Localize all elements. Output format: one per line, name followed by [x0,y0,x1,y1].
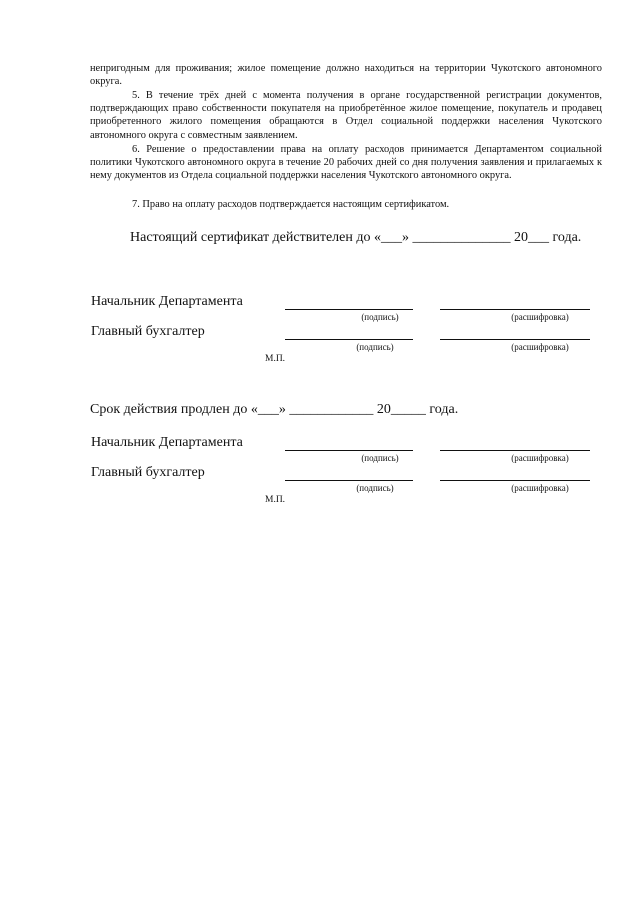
paragraph-5: 5. В течение трёх дней с момента получения в органе государственной регистрации документов, подтверждающих право собственности покупателя на приобретённое жилое помещение, покупатель и продавец приобретенного жилого помещения обращаются в Отдел социальной поддержки населения Чукотского автономного округа с совместным заявлением. [90,90,602,141]
accountant-signature-caption-2: (подпись) [356,483,394,493]
head-of-department-label: Начальник Департамента [91,294,243,309]
head-of-department-label-2: Начальник Департамента [91,435,243,450]
head-signature-line-2 [285,450,413,451]
extension-statement: Срок действия продлен до «___» ____________ 20_____ года. [90,402,459,417]
accountant-signature-line-2 [285,480,413,481]
head-signature-caption-2: (подпись) [361,453,399,463]
accountant-decoding-line-2 [440,480,590,481]
chief-accountant-label-2: Главный бухгалтер [91,465,205,480]
paragraph-6: 6. Решение о предоставлении права на оплату расходов принимается Департаментом социальной политики Чукотского автономного округа в течение 20 рабочих дней со дня получения заявления и прилагаемых к нему документов из Отдела социальной поддержки населения Чукотского автономного округа. [90,144,602,182]
accountant-signature-line [285,339,413,340]
head-decoding-caption: (расшифровка) [511,312,569,322]
accountant-decoding-caption: (расшифровка) [511,342,569,352]
head-decoding-caption-2: (расшифровка) [511,453,569,463]
head-decoding-line [440,309,590,310]
accountant-signature-caption: (подпись) [356,342,394,352]
validity-statement: Настоящий сертификат действителен до «___» ______________ 20___ года. [130,230,582,245]
head-signature-caption: (подпись) [361,312,399,322]
seal-placeholder: М.П. [265,354,286,364]
accountant-decoding-line [440,339,590,340]
paragraph-7: 7. Право на оплату расходов подтверждается настоящим сертификатом. [132,199,450,210]
seal-placeholder-2: М.П. [265,495,286,505]
accountant-decoding-caption-2: (расшифровка) [511,483,569,493]
head-decoding-line-2 [440,450,590,451]
head-signature-line [285,309,413,310]
chief-accountant-label: Главный бухгалтер [91,324,205,339]
paragraph-continuation: непригодным для проживания; жилое помещение должно находиться на территории Чукотского автономного округа. [90,63,602,88]
